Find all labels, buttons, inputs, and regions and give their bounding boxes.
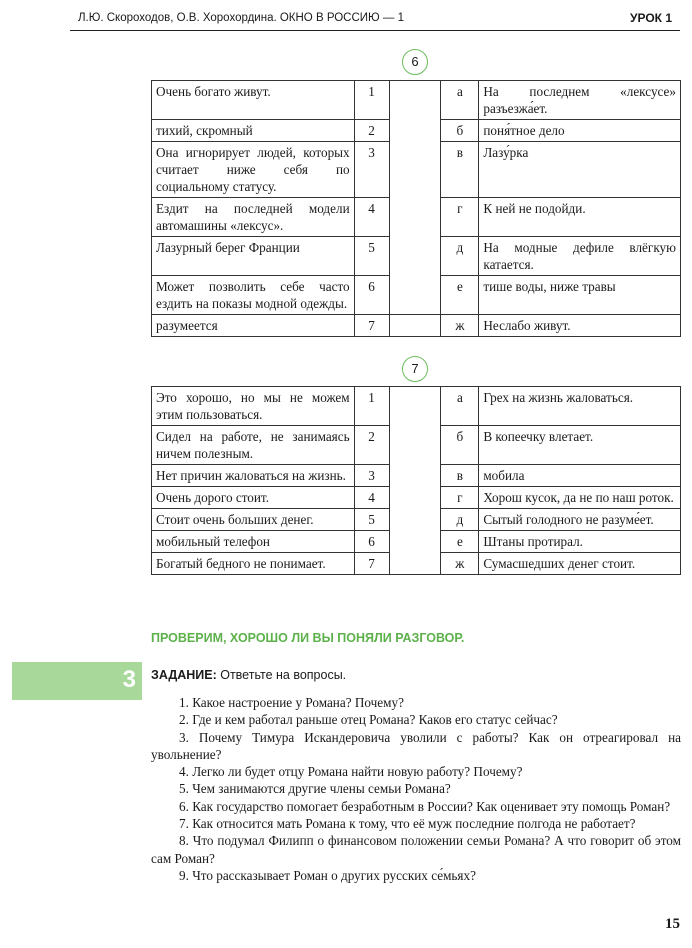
task-text: Ответьте на вопросы. [216, 668, 347, 682]
exercise-7-table [151, 386, 681, 575]
question-item: 6. Как государство помогает безработным в России? Как оценивает эту помощь Роман? [179, 798, 671, 814]
phrase-cell: Лазурный берег Франции [152, 237, 355, 276]
number-cell: 7 [354, 553, 389, 575]
letter-cell: е [441, 276, 479, 315]
match-cell: мобила [479, 465, 681, 487]
match-cell: На модные дефиле влёгкую катается. [479, 237, 681, 276]
number-cell: 6 [354, 531, 389, 553]
question-item: 4. Легко ли будет отцу Романа найти новую работу? Почему? [179, 764, 523, 780]
phrase-cell: Очень богато живут. [152, 81, 355, 120]
answer-blank[interactable] [389, 315, 441, 337]
number-cell: 4 [354, 198, 389, 237]
question-item: 1. Какое настроение у Романа? Почему? [179, 695, 404, 710]
letter-cell: б [441, 120, 479, 142]
match-cell: поня́тное дело [479, 120, 681, 142]
number-cell: 2 [354, 426, 389, 465]
letter-cell: б [441, 426, 479, 465]
section-number: 3 [122, 666, 136, 693]
phrase-cell: Богатый бедного не понимает. [152, 553, 355, 575]
book-title: Л.Ю. Скороходов, О.В. Хорохордина. ОКНО В РОССИЮ — 1 [78, 12, 404, 24]
phrase-cell: Очень дорого стоит. [152, 487, 355, 509]
letter-cell: е [441, 531, 479, 553]
page-number: 15 [665, 916, 680, 932]
table-row [152, 81, 681, 120]
section-title: ПРОВЕРИМ, ХОРОШО ЛИ ВЫ ПОНЯЛИ РАЗГОВОР. [151, 631, 465, 645]
letter-cell: г [441, 198, 479, 237]
number-cell: 1 [354, 387, 389, 426]
number-cell: 1 [354, 81, 389, 120]
table-row [152, 387, 681, 426]
page-header [70, 9, 680, 31]
questions-list [151, 694, 681, 884]
match-cell: К ней не подойди. [479, 198, 681, 237]
match-cell: Неслабо живут. [479, 315, 681, 337]
letter-cell: ж [441, 315, 479, 337]
task-instruction [151, 668, 346, 682]
number-cell: 5 [354, 509, 389, 531]
phrase-cell: разумеется [152, 315, 355, 337]
letter-cell: в [441, 465, 479, 487]
match-cell: Сытый голодного не разуме́ет. [479, 509, 681, 531]
question-item: 2. Где и кем работал раньше отец Романа? Каков его статус сейчас? [179, 712, 558, 728]
question-item: 7. Как относится мать Романа к тому, что её муж последние полгода не работает? [179, 816, 636, 832]
question-item: 8. Что подумал Филипп о финансовом положении семьи Романа? А что говорит об этом сам Роман? [151, 833, 681, 866]
answer-blank[interactable] [389, 387, 441, 575]
match-cell: В копеечку влетает. [479, 426, 681, 465]
match-cell: Грех на жизнь жаловаться. [479, 387, 681, 426]
section-number-bar [12, 662, 142, 700]
question-item: 9. Что рассказывает Роман о других русских се́мьях? [179, 867, 476, 883]
question-item: 3. Почему Тимура Искандеровича уволили с работы? Как он отреагировал на увольнение? [151, 729, 681, 762]
phrase-cell: Нет причин жаловаться на жизнь. [152, 465, 355, 487]
match-cell: Хорош кусок, да не по наш роток. [479, 487, 681, 509]
number-cell: 3 [354, 142, 389, 198]
letter-cell: а [441, 387, 479, 426]
match-cell: тише воды, ниже травы [479, 276, 681, 315]
letter-cell: г [441, 487, 479, 509]
number-cell: 3 [354, 465, 389, 487]
answer-blank[interactable] [389, 81, 441, 315]
letter-cell: в [441, 142, 479, 198]
lesson-label: УРОК 1 [630, 11, 672, 25]
number-cell: 2 [354, 120, 389, 142]
number-cell: 6 [354, 276, 389, 315]
number-cell: 4 [354, 487, 389, 509]
letter-cell: ж [441, 553, 479, 575]
phrase-cell: Ездит на последней модели автомашины «лексус». [152, 198, 355, 237]
task-label: ЗАДАНИЕ: [151, 668, 217, 682]
phrase-cell: Может позволить себе часто ездить на показы модной одежды. [152, 276, 355, 315]
table-row [152, 315, 681, 337]
letter-cell: д [441, 237, 479, 276]
match-cell: На последнем «лексусе» разъезжа́ет. [479, 81, 681, 120]
match-cell: Сумасшедших денег стоит. [479, 553, 681, 575]
exercise-6-number: 6 [402, 49, 428, 75]
phrase-cell: Она игнорирует людей, которых считает ниже себя по социальному статусу. [152, 142, 355, 198]
number-cell: 5 [354, 237, 389, 276]
letter-cell: д [441, 509, 479, 531]
phrase-cell: Это хорошо, но мы не можем этим пользоваться. [152, 387, 355, 426]
phrase-cell: Стоит очень больших денег. [152, 509, 355, 531]
phrase-cell: мобильный телефон [152, 531, 355, 553]
exercise-7-number: 7 [402, 356, 428, 382]
number-cell: 7 [354, 315, 389, 337]
match-cell: Штаны протирал. [479, 531, 681, 553]
exercise-6-table [151, 80, 681, 337]
question-item: 5. Чем занимаются другие члены семьи Романа? [179, 781, 451, 797]
phrase-cell: тихий, скромный [152, 120, 355, 142]
phrase-cell: Сидел на работе, не занимаясь ничем полезным. [152, 426, 355, 465]
letter-cell: а [441, 81, 479, 120]
match-cell: Лазу́рка [479, 142, 681, 198]
